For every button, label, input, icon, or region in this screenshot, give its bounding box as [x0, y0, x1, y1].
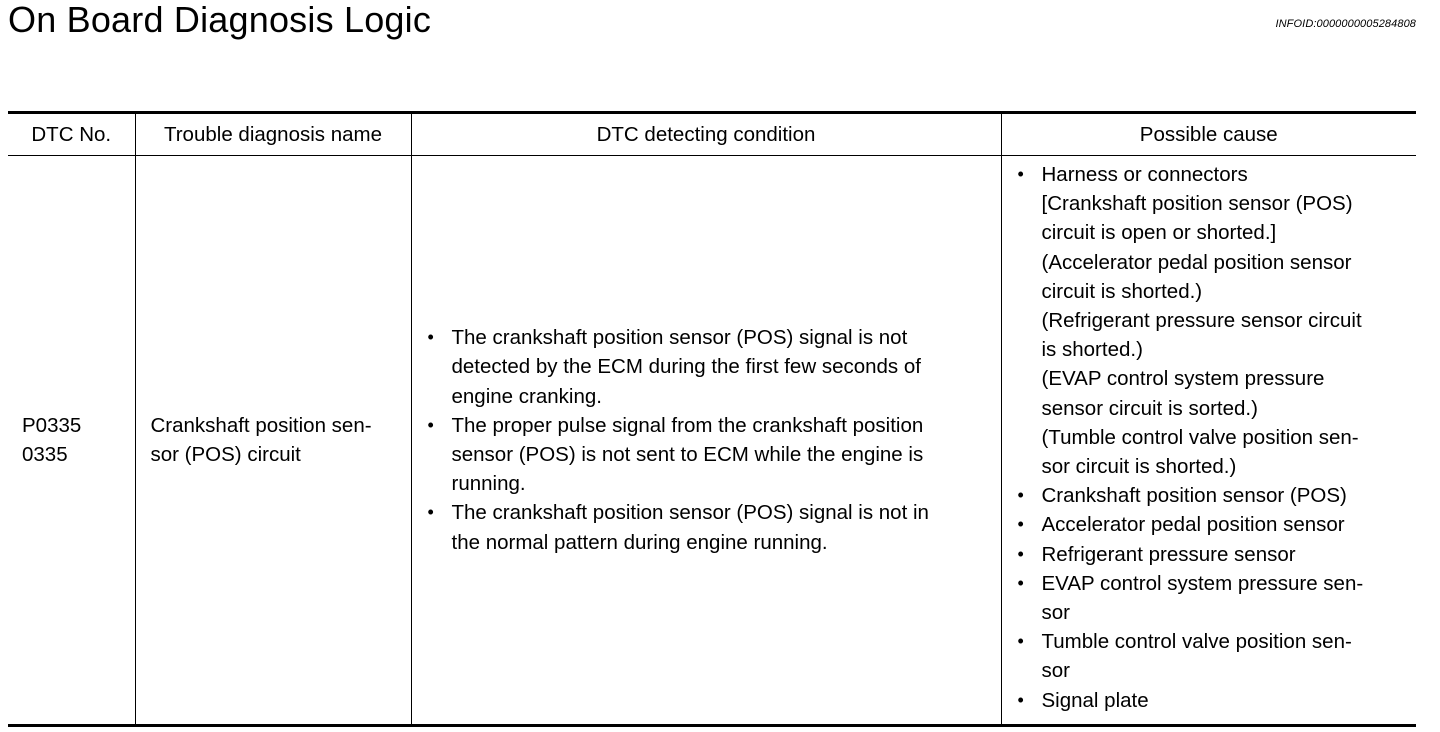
cause-line: • Accelerator pedal position sensor	[1041, 513, 1345, 537]
cause-line: sor	[1041, 659, 1070, 683]
cause-line: • Harness or connectors	[1041, 163, 1248, 186]
dtc-code: P0335	[22, 413, 82, 437]
condition-line: engine cranking.	[451, 384, 602, 408]
condition-line: sensor (POS) is not sent to ECM while the engine is	[451, 443, 924, 466]
table-row	[8, 156, 1416, 726]
column-header-dtc-detecting-condition: DTC detecting condition	[411, 113, 1001, 156]
column-header-dtc-no: DTC No.	[31, 122, 112, 146]
cause-line: • Signal plate	[1041, 688, 1149, 712]
cause-line: • Crankshaft position sensor (POS)	[1041, 484, 1347, 508]
condition-line: • The crankshaft position sensor (POS) signal is not in	[451, 501, 929, 525]
diagnosis-table	[8, 111, 1416, 727]
cause-item	[1016, 481, 1409, 510]
diagnosis-name-line: sor (POS) circuit	[150, 443, 301, 466]
condition-item	[426, 411, 991, 499]
detecting-condition-cell	[411, 156, 1001, 726]
cause-detail-line: (EVAP control system pressure	[1041, 367, 1325, 391]
table-header-row	[8, 113, 1416, 156]
cause-line: • Tumble control valve position sen-	[1041, 630, 1352, 654]
trouble-diagnosis-name-cell	[135, 156, 411, 726]
cause-detail-line: (Accelerator pedal position sensor	[1041, 250, 1352, 274]
info-id: INFOID:0000000005284808	[1275, 18, 1416, 30]
column-header-trouble-diagnosis-name: Trouble diagnosis name	[135, 113, 411, 156]
cause-item	[1016, 540, 1409, 569]
cause-detail-line: [Crankshaft position sensor (POS)	[1041, 192, 1353, 216]
condition-line: • The crankshaft position sensor (POS) signal is not	[451, 326, 908, 350]
cause-list	[1016, 160, 1409, 715]
cause-detail-line: is shorted.)	[1041, 338, 1143, 362]
cause-detail-line: circuit is open or shorted.]	[1041, 221, 1277, 245]
cause-item	[1016, 160, 1409, 481]
condition-item	[426, 323, 991, 411]
cause-detail-line: sor circuit is shorted.)	[1041, 455, 1237, 479]
diagnosis-name-line: Crankshaft position sen-	[150, 413, 372, 437]
cause-detail-line: (Refrigerant pressure sensor circuit	[1041, 309, 1362, 333]
column-header-possible-cause: Possible cause	[1001, 113, 1416, 156]
cause-detail-line: sensor circuit is sorted.)	[1041, 396, 1258, 420]
condition-line: the normal pattern during engine running.	[451, 530, 828, 554]
dtc-code-short: 0335	[22, 443, 68, 466]
cause-line: • Refrigerant pressure sensor	[1041, 542, 1296, 566]
cause-detail-line: (Tumble control valve position sen-	[1041, 425, 1359, 449]
dtc-number-cell	[8, 156, 135, 726]
cause-item	[1016, 510, 1409, 539]
condition-line: detected by the ECM during the first few seconds of	[451, 355, 921, 379]
cause-line: sor	[1041, 601, 1070, 625]
cause-detail-line: circuit is shorted.)	[1041, 279, 1203, 303]
cause-item	[1016, 627, 1409, 685]
cause-line: • EVAP control system pressure sen-	[1041, 571, 1364, 595]
cause-item	[1016, 569, 1409, 627]
condition-item	[426, 498, 991, 556]
page-title: On Board Diagnosis Logic	[8, 0, 432, 40]
condition-line: running.	[451, 472, 526, 496]
condition-list	[426, 323, 991, 557]
condition-line: • The proper pulse signal from the crankshaft position	[451, 413, 924, 437]
cause-item	[1016, 686, 1409, 715]
possible-cause-cell	[1001, 156, 1416, 726]
